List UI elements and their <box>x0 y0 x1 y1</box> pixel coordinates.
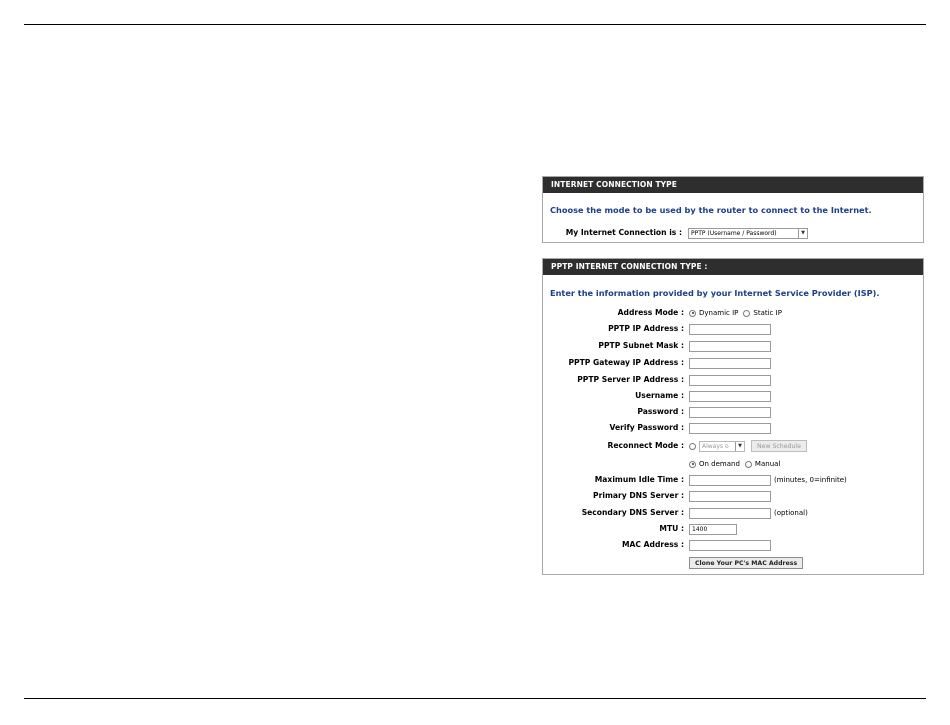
reconnect-mode-options-row <box>543 457 923 471</box>
connection-type-select[interactable] <box>688 228 808 239</box>
mac-address-label: MAC Address : <box>621 540 684 549</box>
mtu-row <box>543 522 923 536</box>
clone-row <box>543 556 923 570</box>
max-idle-row <box>543 473 923 487</box>
new-schedule-button[interactable]: New Schedule <box>751 440 807 452</box>
schedule-select-value: Always o <box>702 442 729 450</box>
pptp-gateway-input[interactable] <box>689 358 771 369</box>
dynamic-ip-radio[interactable] <box>689 310 696 317</box>
internet-connection-intro: Choose the mode to be used by the router to connect to the Internet. <box>550 205 872 215</box>
pptp-subnet-input[interactable] <box>689 341 771 352</box>
manual-label: Manual <box>754 460 781 468</box>
max-idle-input[interactable] <box>689 475 771 486</box>
pptp-server-input[interactable] <box>689 375 771 386</box>
secondary-dns-hint: (optional) <box>774 509 808 517</box>
static-ip-label: Static IP <box>753 309 782 317</box>
connection-type-label: My Internet Connection is : <box>565 228 682 237</box>
chevron-down-icon: ▼ <box>735 442 744 451</box>
manual-radio[interactable] <box>745 461 752 468</box>
schedule-select[interactable] <box>699 441 745 452</box>
pptp-ip-label: PPTP IP Address : <box>608 324 684 333</box>
primary-dns-label: Primary DNS Server : <box>593 491 684 500</box>
connection-type-value: PPTP (Username / Password) <box>691 229 777 237</box>
pptp-gateway-row <box>543 356 923 370</box>
username-input[interactable] <box>689 391 771 402</box>
connection-type-row <box>543 226 923 240</box>
pptp-server-label: PPTP Server IP Address : <box>577 375 684 384</box>
reconnect-mode-row <box>543 439 923 453</box>
max-idle-label: Maximum Idle Time : <box>594 475 684 484</box>
secondary-dns-label: Secondary DNS Server : <box>581 508 684 517</box>
pptp-ip-input[interactable] <box>689 324 771 335</box>
secondary-dns-input[interactable] <box>689 508 771 519</box>
pptp-ip-row <box>543 322 923 336</box>
mtu-input[interactable]: 1400 <box>689 524 737 535</box>
pptp-gateway-label: PPTP Gateway IP Address : <box>568 358 684 367</box>
pptp-panel <box>542 258 924 575</box>
static-ip-radio[interactable] <box>743 310 750 317</box>
username-label: Username : <box>635 391 684 400</box>
top-rule <box>24 24 926 25</box>
verify-password-input[interactable] <box>689 423 771 434</box>
verify-password-label: Verify Password : <box>609 423 684 432</box>
pptp-server-row <box>543 373 923 387</box>
reconnect-mode-label: Reconnect Mode : <box>607 441 684 450</box>
address-mode-row <box>543 306 923 320</box>
chevron-down-icon: ▼ <box>798 229 807 238</box>
username-row <box>543 389 923 403</box>
password-label: Password : <box>637 407 684 416</box>
clone-mac-button[interactable]: Clone Your PC's MAC Address <box>689 557 803 569</box>
dynamic-ip-label: Dynamic IP <box>699 309 739 317</box>
verify-password-row <box>543 421 923 435</box>
primary-dns-row <box>543 489 923 503</box>
primary-dns-input[interactable] <box>689 491 771 502</box>
mac-address-row <box>543 538 923 552</box>
pptp-intro: Enter the information provided by your Internet Service Provider (ISP). <box>550 288 880 298</box>
pptp-subnet-row <box>543 339 923 353</box>
password-row <box>543 405 923 419</box>
on-demand-label: On demand <box>699 460 740 468</box>
always-on-radio[interactable] <box>689 443 696 450</box>
secondary-dns-row <box>543 506 923 520</box>
on-demand-radio[interactable] <box>689 461 696 468</box>
internet-connection-header: INTERNET CONNECTION TYPE <box>543 177 923 193</box>
password-input[interactable] <box>689 407 771 418</box>
pptp-subnet-label: PPTP Subnet Mask : <box>598 341 684 350</box>
address-mode-label: Address Mode : <box>617 308 684 317</box>
bottom-rule <box>24 698 926 699</box>
mac-address-input[interactable] <box>689 540 771 551</box>
max-idle-hint: (minutes, 0=infinite) <box>774 476 847 484</box>
internet-connection-panel <box>542 176 924 243</box>
mtu-label: MTU : <box>659 524 684 533</box>
pptp-header: PPTP INTERNET CONNECTION TYPE : <box>543 259 923 275</box>
